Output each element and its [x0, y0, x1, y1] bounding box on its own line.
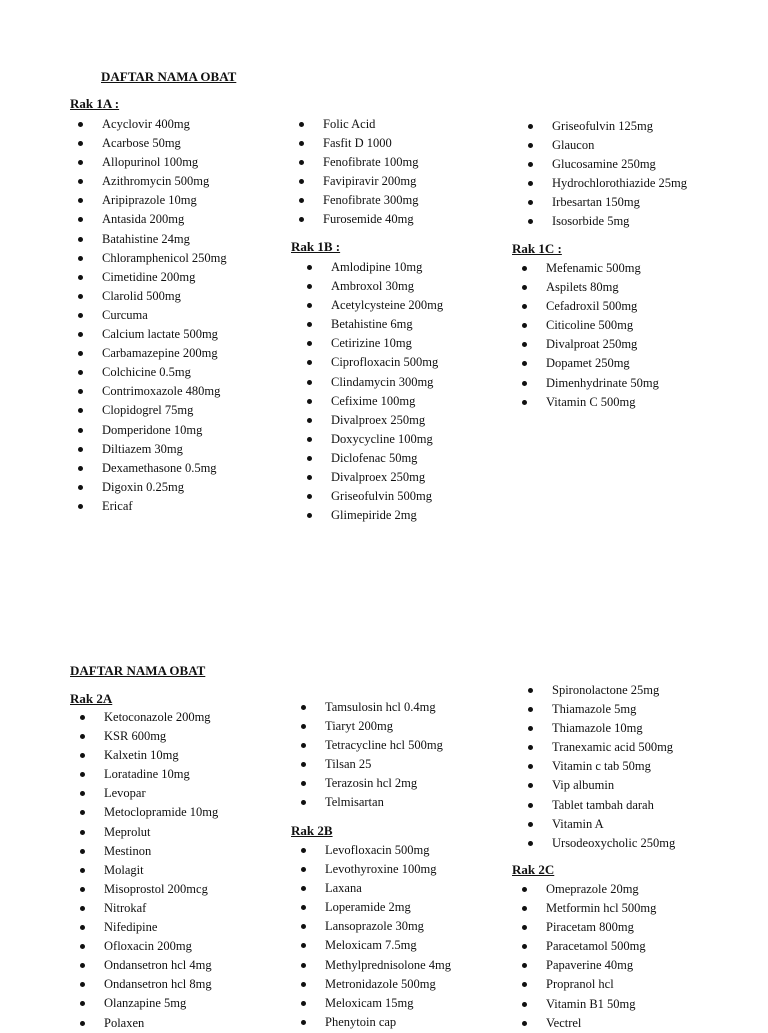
medicine-item: Methylprednisolone 4mg — [291, 956, 451, 975]
rak-1a-heading: Rak 1A : — [70, 96, 120, 111]
medicine-item: Loratadine 10mg — [70, 765, 218, 784]
medicine-item: Piracetam 800mg — [512, 918, 656, 937]
medicine-item: Ciprofloxacin 500mg — [297, 353, 443, 372]
medicine-item: Tiaryt 200mg — [291, 717, 443, 736]
medicine-item: Metoclopramide 10mg — [70, 803, 218, 822]
medicine-item: Cimetidine 200mg — [76, 268, 227, 287]
medicine-item: Folic Acid — [297, 115, 418, 134]
medicine-item: Colchicine 0.5mg — [76, 363, 227, 382]
medicine-item: Spironolactone 25mg — [526, 681, 675, 700]
medicine-item: Levothyroxine 100mg — [291, 860, 451, 879]
medicine-item: Chloramphenicol 250mg — [76, 249, 227, 268]
medicine-item: Ursodeoxycholic 250mg — [526, 834, 675, 853]
medicine-item: Contrimoxazole 480mg — [76, 382, 227, 401]
medicine-item: Tablet tambah darah — [526, 796, 675, 815]
rak-2a-list — [70, 708, 218, 1033]
medicine-item: Vitamin C 500mg — [512, 393, 659, 412]
medicine-item: Dexamethasone 0.5mg — [76, 459, 227, 478]
medicine-item: Clindamycin 300mg — [297, 373, 443, 392]
rak-2b-list — [291, 841, 451, 1032]
medicine-item: Polaxen — [70, 1014, 218, 1033]
medicine-item: Nifedipine — [70, 918, 218, 937]
medicine-item: Vitamin c tab 50mg — [526, 757, 675, 776]
rak-2b-heading: Rak 2B — [291, 823, 333, 838]
medicine-item: Nitrokaf — [70, 899, 218, 918]
medicine-item: Cetirizine 10mg — [297, 334, 443, 353]
medicine-item: Curcuma — [76, 306, 227, 325]
medicine-item: Calcium lactate 500mg — [76, 325, 227, 344]
medicine-item: Dopamet 250mg — [512, 354, 659, 373]
medicine-item: Molagit — [70, 861, 218, 880]
rak-2c-heading: Rak 2C — [512, 862, 555, 877]
rak-2c-list — [512, 880, 656, 1033]
medicine-item: Divalproex 250mg — [297, 468, 443, 487]
medicine-item: Griseofulvin 500mg — [297, 487, 443, 506]
medicine-item: Ondansetron hcl 4mg — [70, 956, 218, 975]
medicine-item: Glimepiride 2mg — [297, 506, 443, 525]
medicine-item: Betahistine 6mg — [297, 315, 443, 334]
section2-title: DAFTAR NAMA OBAT — [70, 663, 206, 678]
medicine-item: Furosemide 40mg — [297, 210, 418, 229]
medicine-item: Mefenamic 500mg — [512, 259, 659, 278]
medicine-item: Phenytoin cap — [291, 1013, 451, 1032]
medicine-item: Acetylcysteine 200mg — [297, 296, 443, 315]
medicine-item: Meloxicam 15mg — [291, 994, 451, 1013]
medicine-item: Tamsulosin hcl 0.4mg — [291, 698, 443, 717]
medicine-item: Batahistine 24mg — [76, 230, 227, 249]
medicine-item: Meloxicam 7.5mg — [291, 936, 451, 955]
medicine-item: Ondansetron hcl 8mg — [70, 975, 218, 994]
medicine-item: Allopurinol 100mg — [76, 153, 227, 172]
medicine-item: Meprolut — [70, 823, 218, 842]
medicine-item: Terazosin hcl 2mg — [291, 774, 443, 793]
rak-1a-list — [76, 115, 227, 516]
medicine-item: Cefixime 100mg — [297, 392, 443, 411]
section1-title: DAFTAR NAMA OBAT — [101, 69, 237, 84]
medicine-item: Tetracycline hcl 500mg — [291, 736, 443, 755]
medicine-item: Cefadroxil 500mg — [512, 297, 659, 316]
medicine-item: Ambroxol 30mg — [297, 277, 443, 296]
medicine-item: Favipiravir 200mg — [297, 172, 418, 191]
medicine-item: Dimenhydrinate 50mg — [512, 374, 659, 393]
medicine-item: Clopidogrel 75mg — [76, 401, 227, 420]
medicine-item: Ofloxacin 200mg — [70, 937, 218, 956]
medicine-item: Vip albumin — [526, 776, 675, 795]
medicine-item: Diclofenac 50mg — [297, 449, 443, 468]
rak-1c-list — [512, 259, 659, 412]
medicine-item: Ketoconazole 200mg — [70, 708, 218, 727]
medicine-item: Domperidone 10mg — [76, 421, 227, 440]
medicine-item: Glaucon — [526, 136, 687, 155]
medicine-item: Mestinon — [70, 842, 218, 861]
medicine-item: Citicoline 500mg — [512, 316, 659, 335]
medicine-item: Doxycycline 100mg — [297, 430, 443, 449]
medicine-item: Clarolid 500mg — [76, 287, 227, 306]
rak-1c-heading: Rak 1C : — [512, 241, 562, 256]
medicine-item: Loperamide 2mg — [291, 898, 451, 917]
medicine-item: Aspilets 80mg — [512, 278, 659, 297]
medicine-item: Acyclovir 400mg — [76, 115, 227, 134]
medicine-item: Carbamazepine 200mg — [76, 344, 227, 363]
medicine-item: Propranol hcl — [512, 975, 656, 994]
medicine-item: Laxana — [291, 879, 451, 898]
medicine-item: Levopar — [70, 784, 218, 803]
medicine-item: Digoxin 0.25mg — [76, 478, 227, 497]
medicine-item: Omeprazole 20mg — [512, 880, 656, 899]
medicine-item: Thiamazole 5mg — [526, 700, 675, 719]
medicine-item: Metronidazole 500mg — [291, 975, 451, 994]
medicine-item: Papaverine 40mg — [512, 956, 656, 975]
medicine-item: Irbesartan 150mg — [526, 193, 687, 212]
medicine-item: Paracetamol 500mg — [512, 937, 656, 956]
medicine-item: Levofloxacin 500mg — [291, 841, 451, 860]
medicine-item: Fasfit D 1000 — [297, 134, 418, 153]
medicine-item: Ericaf — [76, 497, 227, 516]
medicine-item: Misoprostol 200mcg — [70, 880, 218, 899]
medicine-item: Amlodipine 10mg — [297, 258, 443, 277]
medicine-item: Acarbose 50mg — [76, 134, 227, 153]
medicine-item: Aripiprazole 10mg — [76, 191, 227, 210]
medicine-item: Vitamin A — [526, 815, 675, 834]
rak-1b-list — [297, 258, 443, 525]
medicine-item: Vectrel — [512, 1014, 656, 1033]
rak-1b-top-list — [297, 115, 418, 230]
rak-1c-top-list — [526, 117, 687, 232]
medicine-item: Fenofibrate 100mg — [297, 153, 418, 172]
rak-2a-heading: Rak 2A — [70, 691, 113, 706]
medicine-item: Telmisartan — [291, 793, 443, 812]
medicine-item: Antasida 200mg — [76, 210, 227, 229]
rak-2c-top-list — [526, 681, 675, 853]
medicine-item: Metformin hcl 500mg — [512, 899, 656, 918]
medicine-item: Thiamazole 10mg — [526, 719, 675, 738]
medicine-item: Tranexamic acid 500mg — [526, 738, 675, 757]
medicine-item: Griseofulvin 125mg — [526, 117, 687, 136]
medicine-item: Diltiazem 30mg — [76, 440, 227, 459]
medicine-item: Fenofibrate 300mg — [297, 191, 418, 210]
rak-2b-top-list — [291, 698, 443, 813]
medicine-item: Divalproat 250mg — [512, 335, 659, 354]
medicine-item: Tilsan 25 — [291, 755, 443, 774]
medicine-item: Vitamin B1 50mg — [512, 995, 656, 1014]
medicine-item: Hydrochlorothiazide 25mg — [526, 174, 687, 193]
rak-1b-heading: Rak 1B : — [291, 239, 341, 254]
medicine-item: Isosorbide 5mg — [526, 212, 687, 231]
medicine-item: Olanzapine 5mg — [70, 994, 218, 1013]
medicine-item: Divalproex 250mg — [297, 411, 443, 430]
medicine-item: KSR 600mg — [70, 727, 218, 746]
medicine-item: Azithromycin 500mg — [76, 172, 227, 191]
medicine-item: Glucosamine 250mg — [526, 155, 687, 174]
medicine-item: Kalxetin 10mg — [70, 746, 218, 765]
medicine-item: Lansoprazole 30mg — [291, 917, 451, 936]
